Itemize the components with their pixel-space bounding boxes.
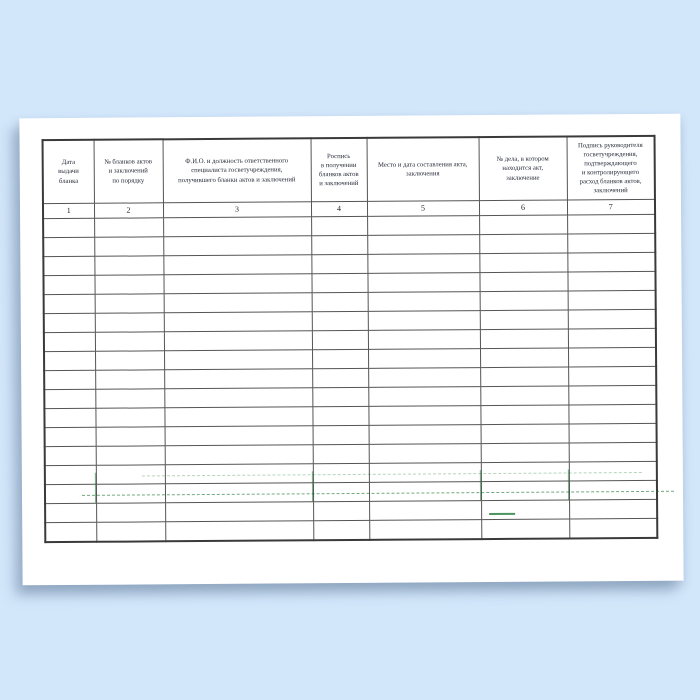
table-cell bbox=[367, 216, 479, 236]
column-header-receipt-signature: Роспись в получении бланков актов и заключений bbox=[311, 138, 367, 202]
table-cell bbox=[163, 236, 311, 256]
table-cell bbox=[479, 272, 567, 292]
table-cell bbox=[164, 369, 312, 389]
table-cell bbox=[479, 215, 567, 235]
table-cell bbox=[312, 292, 368, 311]
table-cell bbox=[45, 503, 96, 522]
table-cell bbox=[480, 367, 568, 387]
table-cell bbox=[479, 253, 567, 273]
table-cell bbox=[313, 444, 369, 463]
table-cell bbox=[96, 503, 165, 522]
column-header-place-date: Место и дата составления акта, заключения bbox=[367, 137, 479, 201]
header-row bbox=[43, 136, 655, 204]
table-cell bbox=[569, 518, 657, 538]
table-cell bbox=[569, 480, 657, 500]
table-cell bbox=[568, 328, 656, 348]
table-cell bbox=[96, 465, 165, 484]
table-cell bbox=[313, 463, 369, 482]
table-cell bbox=[368, 349, 480, 369]
table-cell bbox=[568, 385, 656, 405]
table-cell bbox=[164, 350, 312, 370]
table-cell bbox=[312, 330, 368, 349]
table-cell bbox=[369, 501, 481, 521]
table-cell bbox=[43, 218, 94, 237]
table-cell bbox=[94, 275, 163, 294]
table-cell bbox=[369, 463, 481, 483]
table-cell bbox=[311, 254, 367, 273]
table-cell bbox=[165, 426, 313, 446]
table-cell bbox=[368, 330, 480, 350]
column-number: 4 bbox=[311, 201, 367, 216]
table-cell bbox=[44, 370, 95, 389]
table-cell bbox=[567, 233, 655, 253]
column-number: 6 bbox=[479, 200, 567, 216]
empty-rows bbox=[43, 214, 657, 541]
column-number: 5 bbox=[367, 201, 479, 217]
table-cell bbox=[43, 237, 94, 256]
table-cell bbox=[44, 351, 95, 370]
table-cell bbox=[43, 256, 94, 275]
table-cell bbox=[163, 217, 311, 237]
table-cell bbox=[44, 313, 95, 332]
table-cell bbox=[480, 386, 568, 406]
table-cell bbox=[164, 388, 312, 408]
table-cell bbox=[44, 389, 95, 408]
table-cell bbox=[94, 256, 163, 275]
table-cell bbox=[569, 442, 657, 462]
table-cell bbox=[45, 484, 96, 503]
table-cell bbox=[165, 464, 313, 484]
table-cell bbox=[311, 235, 367, 254]
table-cell bbox=[312, 349, 368, 368]
table-cell bbox=[480, 329, 568, 349]
table-cell bbox=[312, 387, 368, 406]
paper-sheet bbox=[19, 114, 683, 586]
table-cell bbox=[568, 366, 656, 386]
table-cell bbox=[567, 214, 655, 234]
table-cell bbox=[367, 235, 479, 255]
table-cell bbox=[96, 522, 165, 541]
table-cell bbox=[481, 462, 569, 482]
table-cell bbox=[94, 237, 163, 256]
table-cell bbox=[569, 499, 657, 519]
table-cell bbox=[369, 444, 481, 464]
table-cell bbox=[45, 427, 96, 446]
table-cell bbox=[313, 425, 369, 444]
column-number: 7 bbox=[567, 199, 655, 215]
table-cell bbox=[164, 312, 312, 332]
table-cell bbox=[369, 425, 481, 445]
table-cell bbox=[481, 443, 569, 463]
table-cell bbox=[163, 255, 311, 275]
column-number: 1 bbox=[43, 203, 94, 218]
table-cell bbox=[95, 370, 164, 389]
table-cell bbox=[94, 218, 163, 237]
table-cell bbox=[481, 424, 569, 444]
table-row bbox=[45, 518, 657, 541]
table-cell bbox=[95, 294, 164, 313]
table-cell bbox=[313, 520, 369, 539]
table-cell bbox=[481, 500, 569, 520]
table-cell bbox=[313, 482, 369, 501]
table-cell bbox=[312, 406, 368, 425]
table-cell bbox=[368, 311, 480, 331]
column-header-specialist-name: Ф.И.О. и должность ответственного специалиста госветучреждения, получившего бланки актов и заключений bbox=[163, 138, 311, 203]
column-header-head-signature: Подпись руководителя госветучреждения, подтверждающего и контролирующего расход бланков актов, заключений bbox=[567, 136, 655, 200]
table-cell bbox=[45, 522, 96, 541]
table-cell bbox=[368, 406, 480, 426]
table-cell bbox=[369, 520, 481, 540]
table-cell bbox=[480, 405, 568, 425]
table-cell bbox=[568, 309, 656, 329]
table-cell bbox=[165, 502, 313, 522]
table-cell bbox=[165, 521, 313, 541]
table-cell bbox=[481, 519, 569, 539]
table-cell bbox=[95, 408, 164, 427]
table-cell bbox=[567, 271, 655, 291]
table-cell bbox=[568, 347, 656, 367]
table-cell bbox=[164, 407, 312, 427]
table-cell bbox=[311, 216, 367, 235]
table-cell bbox=[569, 423, 657, 443]
table-cell bbox=[369, 482, 481, 502]
table-cell bbox=[368, 292, 480, 312]
table-cell bbox=[164, 331, 312, 351]
column-header-date-issued: Дата выдачи бланка bbox=[43, 140, 94, 204]
table-cell bbox=[312, 311, 368, 330]
table-cell bbox=[480, 348, 568, 368]
table-cell bbox=[96, 446, 165, 465]
table-cell bbox=[165, 483, 313, 503]
table-cell bbox=[164, 293, 312, 313]
table-cell bbox=[44, 294, 95, 313]
column-header-form-numbers: № бланков актов и заключений по порядку bbox=[94, 139, 163, 203]
table-cell bbox=[95, 332, 164, 351]
table-cell bbox=[367, 273, 479, 293]
table-cell bbox=[368, 387, 480, 407]
column-number: 2 bbox=[94, 203, 163, 218]
table-cell bbox=[313, 501, 369, 520]
table-cell bbox=[44, 332, 95, 351]
table-cell bbox=[96, 484, 165, 503]
table-cell bbox=[95, 389, 164, 408]
table-cell bbox=[480, 310, 568, 330]
table-cell bbox=[95, 313, 164, 332]
table-cell bbox=[96, 427, 165, 446]
table-cell bbox=[45, 446, 96, 465]
table-cell bbox=[568, 290, 656, 310]
table-cell bbox=[43, 275, 94, 294]
table-cell bbox=[481, 481, 569, 501]
table-cell bbox=[568, 404, 656, 424]
table-cell bbox=[368, 368, 480, 388]
table-cell bbox=[311, 273, 367, 292]
table-cell bbox=[44, 408, 95, 427]
registry-table bbox=[42, 135, 659, 543]
table-cell bbox=[480, 291, 568, 311]
column-header-case-number: № дела, в котором находится акт, заключение bbox=[479, 136, 567, 200]
table-cell bbox=[569, 461, 657, 481]
table-cell bbox=[163, 274, 311, 294]
column-number: 3 bbox=[163, 202, 311, 218]
table-cell bbox=[312, 368, 368, 387]
table-cell bbox=[165, 445, 313, 465]
table-cell bbox=[367, 254, 479, 274]
table-cell bbox=[479, 234, 567, 254]
table-cell bbox=[567, 252, 655, 272]
table-cell bbox=[95, 351, 164, 370]
table-cell bbox=[45, 465, 96, 484]
